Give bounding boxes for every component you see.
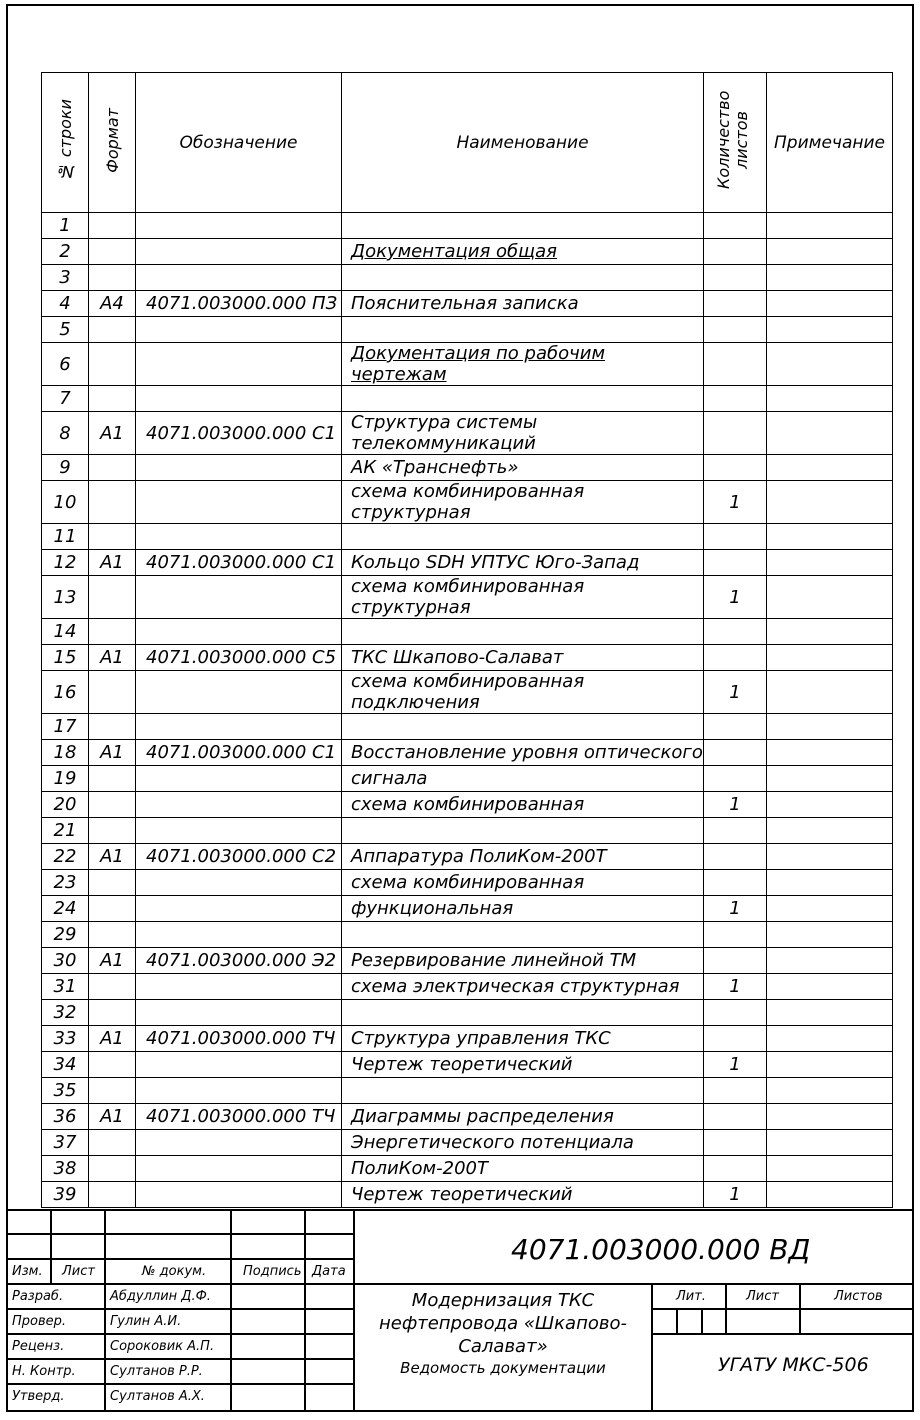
format-cell: А1 xyxy=(89,844,136,870)
row-number: 29 xyxy=(42,922,89,948)
name-cell: АК «Транснефть» xyxy=(342,455,704,481)
name-cell: Чертеж теоретический xyxy=(342,1182,704,1208)
sheet-count-cell xyxy=(704,291,767,317)
header-row-number: № строки xyxy=(42,73,89,213)
table-row xyxy=(42,766,893,792)
table-row xyxy=(42,1130,893,1156)
designation-cell xyxy=(136,619,342,645)
format-cell xyxy=(89,455,136,481)
sheet-label: Лист xyxy=(746,1289,779,1304)
person-name: Гулин А.И. xyxy=(110,1314,182,1329)
note-cell xyxy=(767,922,893,948)
sheet-count-cell xyxy=(704,1156,767,1182)
document-title: Модернизация ТКС нефтепровода «Шкапово- Салават» Ведомость документации xyxy=(379,1290,627,1377)
designation-cell xyxy=(136,896,342,922)
sheet-count-cell xyxy=(704,455,767,481)
table-row xyxy=(42,1026,893,1052)
format-cell xyxy=(89,818,136,844)
designation-cell xyxy=(136,1000,342,1026)
sheet-count-cell xyxy=(704,1000,767,1026)
document-list-table xyxy=(41,72,893,1208)
designation-cell xyxy=(136,455,342,481)
format-cell xyxy=(89,870,136,896)
format-cell xyxy=(89,317,136,343)
sheet-count-cell xyxy=(704,239,767,265)
note-cell xyxy=(767,343,893,386)
format-cell xyxy=(89,1000,136,1026)
header-note: Примечание xyxy=(767,73,893,213)
row-number: 22 xyxy=(42,844,89,870)
format-cell xyxy=(89,922,136,948)
row-number: 4 xyxy=(42,291,89,317)
sheet-count-cell: 1 xyxy=(704,1052,767,1078)
person-name: Абдуллин Д.Ф. xyxy=(110,1289,211,1304)
format-cell xyxy=(89,1052,136,1078)
sheet-count-cell xyxy=(704,844,767,870)
designation-cell: 4071.003000.000 С1 xyxy=(136,740,342,766)
table-row xyxy=(42,524,893,550)
table-row xyxy=(42,386,893,412)
col-label-dokum: № докум. xyxy=(142,1264,207,1279)
col-label-list: Лист xyxy=(62,1264,95,1279)
designation-cell xyxy=(136,1156,342,1182)
designation-cell: 4071.003000.000 С1 xyxy=(136,550,342,576)
name-cell xyxy=(342,265,704,291)
row-number: 37 xyxy=(42,1130,89,1156)
sheet-count-cell xyxy=(704,1026,767,1052)
format-cell xyxy=(89,896,136,922)
row-number: 10 xyxy=(42,481,89,524)
note-cell xyxy=(767,671,893,714)
sheet-count-cell xyxy=(704,645,767,671)
row-number: 30 xyxy=(42,948,89,974)
table-row xyxy=(42,265,893,291)
row-number: 20 xyxy=(42,792,89,818)
sheet-count-cell xyxy=(704,412,767,455)
row-number: 19 xyxy=(42,766,89,792)
note-cell xyxy=(767,645,893,671)
row-number: 1 xyxy=(42,213,89,239)
name-cell: схема комбинированная структурная xyxy=(342,576,704,619)
format-cell xyxy=(89,213,136,239)
sheet-count-cell xyxy=(704,343,767,386)
table-row xyxy=(42,239,893,265)
name-cell xyxy=(342,1000,704,1026)
designation-cell xyxy=(136,974,342,1000)
sheet-count-cell xyxy=(704,948,767,974)
note-cell xyxy=(767,1000,893,1026)
sheet-count-cell xyxy=(704,386,767,412)
note-cell xyxy=(767,1156,893,1182)
sheet-count-cell xyxy=(704,1130,767,1156)
table-row xyxy=(42,792,893,818)
row-number: 8 xyxy=(42,412,89,455)
designation-cell xyxy=(136,1130,342,1156)
designation-cell xyxy=(136,386,342,412)
table-row xyxy=(42,922,893,948)
note-cell xyxy=(767,239,893,265)
designation-cell xyxy=(136,317,342,343)
col-label-podpis: Подпись xyxy=(243,1264,302,1279)
table-row xyxy=(42,576,893,619)
note-cell xyxy=(767,265,893,291)
row-number: 14 xyxy=(42,619,89,645)
role-label: Реценз. xyxy=(12,1339,65,1354)
name-cell: схема электрическая структурная xyxy=(342,974,704,1000)
sheet-count-cell xyxy=(704,550,767,576)
note-cell xyxy=(767,974,893,1000)
row-number: 18 xyxy=(42,740,89,766)
row-number: 23 xyxy=(42,870,89,896)
note-cell xyxy=(767,792,893,818)
row-number: 32 xyxy=(42,1000,89,1026)
sheet-count-cell xyxy=(704,870,767,896)
name-cell xyxy=(342,818,704,844)
designation-cell xyxy=(136,343,342,386)
table-row xyxy=(42,844,893,870)
header-sheet-count: Количество листов xyxy=(704,73,767,213)
note-cell xyxy=(767,412,893,455)
name-cell: Восстановление уровня оптического xyxy=(342,740,704,766)
name-cell xyxy=(342,922,704,948)
designation-cell xyxy=(136,922,342,948)
note-cell xyxy=(767,317,893,343)
name-cell xyxy=(342,317,704,343)
designation-cell xyxy=(136,671,342,714)
format-cell xyxy=(89,524,136,550)
table-row xyxy=(42,645,893,671)
format-cell: А1 xyxy=(89,412,136,455)
format-cell: А1 xyxy=(89,1026,136,1052)
row-number: 11 xyxy=(42,524,89,550)
table-row xyxy=(42,1052,893,1078)
name-cell: ПолиКом-200Т xyxy=(342,1156,704,1182)
name-cell: функциональная xyxy=(342,896,704,922)
designation-cell: 4071.003000.000 ПЗ xyxy=(136,291,342,317)
format-cell xyxy=(89,766,136,792)
designation-cell xyxy=(136,1078,342,1104)
note-cell xyxy=(767,740,893,766)
col-label-data: Дата xyxy=(312,1264,346,1279)
role-label: Провер. xyxy=(12,1314,67,1329)
lit-label: Лит. xyxy=(676,1289,706,1304)
format-cell xyxy=(89,714,136,740)
sheet-count-cell xyxy=(704,1104,767,1130)
sheet-count-cell xyxy=(704,1078,767,1104)
format-cell: А1 xyxy=(89,948,136,974)
row-number: 7 xyxy=(42,386,89,412)
note-cell xyxy=(767,1078,893,1104)
table-row xyxy=(42,412,893,455)
format-cell: А4 xyxy=(89,291,136,317)
table-row xyxy=(42,481,893,524)
sheet-count-cell: 1 xyxy=(704,974,767,1000)
format-cell xyxy=(89,265,136,291)
designation-cell xyxy=(136,265,342,291)
table-row xyxy=(42,974,893,1000)
table-row xyxy=(42,1078,893,1104)
sheet-count-cell: 1 xyxy=(704,481,767,524)
name-cell: Структура управления ТКС xyxy=(342,1026,704,1052)
table-row xyxy=(42,1104,893,1130)
row-number: 21 xyxy=(42,818,89,844)
table-row xyxy=(42,291,893,317)
format-cell xyxy=(89,343,136,386)
row-number: 6 xyxy=(42,343,89,386)
table-header-row xyxy=(42,73,893,213)
designation-cell xyxy=(136,481,342,524)
table-row xyxy=(42,455,893,481)
name-cell xyxy=(342,1078,704,1104)
row-number: 39 xyxy=(42,1182,89,1208)
note-cell xyxy=(767,1104,893,1130)
designation-cell: 4071.003000.000 ТЧ xyxy=(136,1104,342,1130)
format-cell xyxy=(89,671,136,714)
sheet-count-cell xyxy=(704,922,767,948)
role-label: Утверд. xyxy=(12,1389,65,1404)
designation-cell xyxy=(136,213,342,239)
name-cell: Кольцо SDH УПТУС Юго-Запад xyxy=(342,550,704,576)
header-name: Наименование xyxy=(342,73,704,213)
sheet-count-cell xyxy=(704,524,767,550)
sheet-count-cell: 1 xyxy=(704,1182,767,1208)
table-row xyxy=(42,740,893,766)
note-cell xyxy=(767,818,893,844)
format-cell xyxy=(89,1156,136,1182)
name-cell: ТКС Шкапово-Салават xyxy=(342,645,704,671)
person-name: Сороковик А.П. xyxy=(110,1339,215,1354)
format-cell xyxy=(89,576,136,619)
row-number: 31 xyxy=(42,974,89,1000)
format-cell xyxy=(89,974,136,1000)
designation-cell xyxy=(136,870,342,896)
table-row xyxy=(42,550,893,576)
name-cell xyxy=(342,386,704,412)
row-number: 16 xyxy=(42,671,89,714)
sheet-count-cell: 1 xyxy=(704,896,767,922)
note-cell xyxy=(767,714,893,740)
document-code: 4071.003000.000 ВД xyxy=(511,1233,811,1266)
row-number: 38 xyxy=(42,1156,89,1182)
col-label-izm: Изм. xyxy=(12,1264,43,1279)
note-cell xyxy=(767,524,893,550)
note-cell xyxy=(767,455,893,481)
row-number: 36 xyxy=(42,1104,89,1130)
format-cell: А1 xyxy=(89,550,136,576)
note-cell xyxy=(767,844,893,870)
format-cell xyxy=(89,1078,136,1104)
name-cell: сигнала xyxy=(342,766,704,792)
sheet-count-cell: 1 xyxy=(704,576,767,619)
format-cell xyxy=(89,619,136,645)
table-row xyxy=(42,896,893,922)
name-cell: Документация по рабочим чертежам xyxy=(342,343,704,386)
name-cell: схема комбинированная структурная xyxy=(342,481,704,524)
name-cell xyxy=(342,213,704,239)
table-row xyxy=(42,870,893,896)
row-number: 35 xyxy=(42,1078,89,1104)
row-number: 15 xyxy=(42,645,89,671)
designation-cell xyxy=(136,792,342,818)
name-cell: Энергетического потенциала xyxy=(342,1130,704,1156)
row-number: 12 xyxy=(42,550,89,576)
row-number: 5 xyxy=(42,317,89,343)
name-cell: Документация общая xyxy=(342,239,704,265)
designation-cell xyxy=(136,1182,342,1208)
table-body xyxy=(42,213,893,1208)
table-row xyxy=(42,213,893,239)
designation-cell xyxy=(136,239,342,265)
sheet-count-cell xyxy=(704,714,767,740)
name-cell: Структура системы телекоммуникаций xyxy=(342,412,704,455)
table-row xyxy=(42,818,893,844)
sheet-count-cell xyxy=(704,317,767,343)
name-cell: Пояснительная записка xyxy=(342,291,704,317)
row-number: 2 xyxy=(42,239,89,265)
table-row xyxy=(42,671,893,714)
row-number: 9 xyxy=(42,455,89,481)
row-number: 24 xyxy=(42,896,89,922)
row-number: 13 xyxy=(42,576,89,619)
table-row xyxy=(42,1156,893,1182)
name-cell: схема комбинированная подключения xyxy=(342,671,704,714)
person-name: Султанов Р.Р. xyxy=(110,1364,203,1379)
row-number: 3 xyxy=(42,265,89,291)
table-row xyxy=(42,1182,893,1208)
format-cell xyxy=(89,239,136,265)
name-cell: схема комбинированная xyxy=(342,792,704,818)
header-designation: Обозначение xyxy=(136,73,342,213)
note-cell xyxy=(767,481,893,524)
organization: УГАТУ МКС-506 xyxy=(718,1354,869,1376)
table-row xyxy=(42,1000,893,1026)
note-cell xyxy=(767,619,893,645)
sheet-count-cell xyxy=(704,766,767,792)
format-cell xyxy=(89,386,136,412)
designation-cell: 4071.003000.000 Э2 xyxy=(136,948,342,974)
sheet-count-cell: 1 xyxy=(704,671,767,714)
note-cell xyxy=(767,291,893,317)
sheet-count-cell: 1 xyxy=(704,792,767,818)
note-cell xyxy=(767,1026,893,1052)
sheets-label: Листов xyxy=(834,1289,883,1304)
designation-cell: 4071.003000.000 С5 xyxy=(136,645,342,671)
format-cell xyxy=(89,481,136,524)
note-cell xyxy=(767,896,893,922)
designation-cell xyxy=(136,714,342,740)
designation-cell xyxy=(136,818,342,844)
person-name: Султанов А.Х. xyxy=(110,1389,205,1404)
role-label: Н. Контр. xyxy=(12,1364,76,1379)
title-block xyxy=(6,1209,914,1412)
designation-cell: 4071.003000.000 ТЧ xyxy=(136,1026,342,1052)
name-cell: схема комбинированная xyxy=(342,870,704,896)
table-row xyxy=(42,317,893,343)
designation-cell: 4071.003000.000 С1 xyxy=(136,412,342,455)
format-cell: А1 xyxy=(89,740,136,766)
format-cell: А1 xyxy=(89,645,136,671)
row-number: 17 xyxy=(42,714,89,740)
name-cell xyxy=(342,524,704,550)
note-cell xyxy=(767,1052,893,1078)
note-cell xyxy=(767,1182,893,1208)
note-cell xyxy=(767,386,893,412)
name-cell xyxy=(342,619,704,645)
table-row xyxy=(42,714,893,740)
table-row xyxy=(42,948,893,974)
designation-cell xyxy=(136,766,342,792)
sheet-count-cell xyxy=(704,818,767,844)
name-cell xyxy=(342,714,704,740)
note-cell xyxy=(767,870,893,896)
format-cell xyxy=(89,1182,136,1208)
role-label: Разраб. xyxy=(12,1289,64,1304)
format-cell: А1 xyxy=(89,1104,136,1130)
sheet-count-cell xyxy=(704,619,767,645)
format-cell xyxy=(89,792,136,818)
note-cell xyxy=(767,1130,893,1156)
name-cell: Резервирование линейной ТМ xyxy=(342,948,704,974)
sheet-count-cell xyxy=(704,265,767,291)
sheet-count-cell xyxy=(704,213,767,239)
note-cell xyxy=(767,948,893,974)
designation-cell xyxy=(136,1052,342,1078)
sheet-count-cell xyxy=(704,740,767,766)
name-cell: Диаграммы распределения xyxy=(342,1104,704,1130)
name-cell: Чертеж теоретический xyxy=(342,1052,704,1078)
designation-cell xyxy=(136,524,342,550)
row-number: 34 xyxy=(42,1052,89,1078)
table-row xyxy=(42,619,893,645)
header-format: Формат xyxy=(89,73,136,213)
designation-cell: 4071.003000.000 С2 xyxy=(136,844,342,870)
note-cell xyxy=(767,550,893,576)
name-cell: Аппаратура ПолиКом-200Т xyxy=(342,844,704,870)
note-cell xyxy=(767,213,893,239)
row-number: 33 xyxy=(42,1026,89,1052)
table-row xyxy=(42,343,893,386)
format-cell xyxy=(89,1130,136,1156)
designation-cell xyxy=(136,576,342,619)
note-cell xyxy=(767,576,893,619)
note-cell xyxy=(767,766,893,792)
